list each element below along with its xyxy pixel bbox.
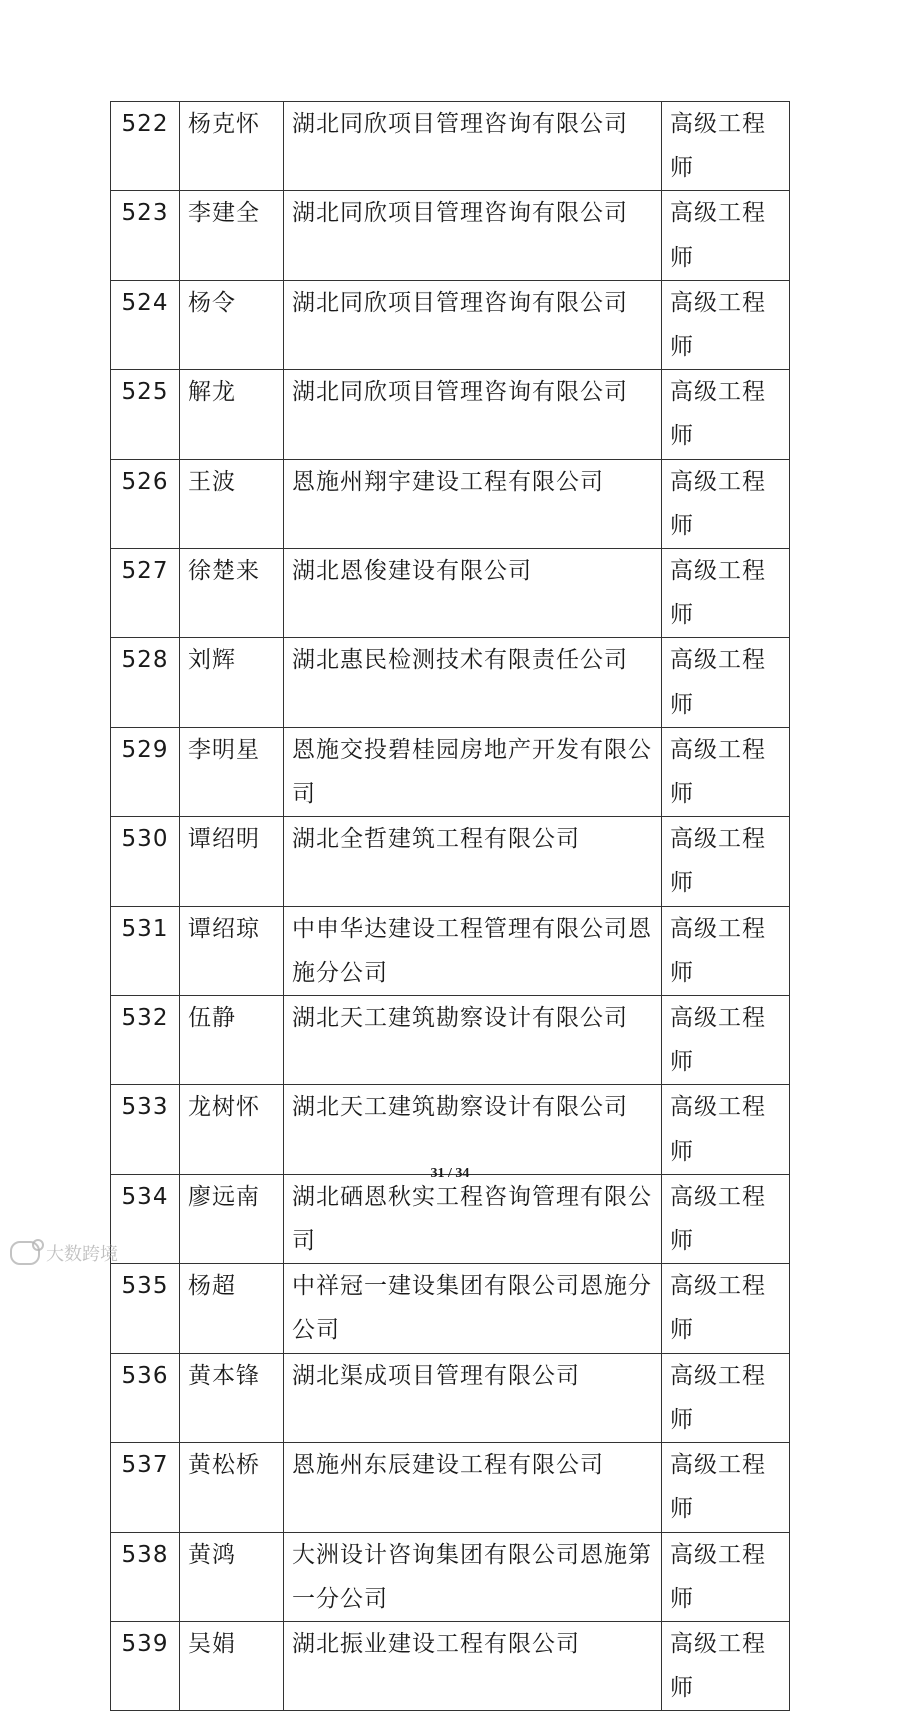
professional-title: 高级工程师 [662,638,790,727]
person-name: 廖远南 [180,1174,284,1263]
organization-name: 湖北惠民检测技术有限责任公司 [284,638,662,727]
professional-title: 高级工程师 [662,1621,790,1710]
row-number: 528 [111,638,180,727]
professional-title: 高级工程师 [662,549,790,638]
organization-name: 湖北天工建筑勘察设计有限公司 [284,1085,662,1174]
person-name: 黄鸿 [180,1532,284,1621]
table-row [111,996,790,1085]
person-name: 谭绍琼 [180,906,284,995]
roster-table-body [111,102,790,1711]
table-row [111,1353,790,1442]
table-row [111,817,790,906]
table-row [111,906,790,995]
row-number: 529 [111,727,180,816]
organization-name: 湖北渠成项目管理有限公司 [284,1353,662,1442]
person-name: 杨令 [180,280,284,369]
row-number: 527 [111,549,180,638]
row-number: 533 [111,1085,180,1174]
row-number: 537 [111,1443,180,1532]
organization-name: 中申华达建设工程管理有限公司恩施分公司 [284,906,662,995]
table-row [111,459,790,548]
professional-title: 高级工程师 [662,996,790,1085]
table-row [111,1621,790,1710]
professional-title: 高级工程师 [662,1264,790,1353]
organization-name: 恩施州东辰建设工程有限公司 [284,1443,662,1532]
person-name: 谭绍明 [180,817,284,906]
professional-title: 高级工程师 [662,1443,790,1532]
watermark-logo-icon [10,1241,40,1265]
organization-name: 湖北同欣项目管理咨询有限公司 [284,370,662,459]
person-name: 刘辉 [180,638,284,727]
table-row [111,1532,790,1621]
table-row [111,727,790,816]
organization-name: 湖北恩俊建设有限公司 [284,549,662,638]
table-row [111,102,790,191]
person-name: 解龙 [180,370,284,459]
row-number: 524 [111,280,180,369]
person-name: 杨克怀 [180,102,284,191]
organization-name: 湖北同欣项目管理咨询有限公司 [284,280,662,369]
row-number: 526 [111,459,180,548]
person-name: 李明星 [180,727,284,816]
professional-title: 高级工程师 [662,102,790,191]
row-number: 523 [111,191,180,280]
organization-name: 中祥冠一建设集团有限公司恩施分公司 [284,1264,662,1353]
table-row [111,638,790,727]
page-number: 31 / 34 [430,1166,470,1181]
person-name: 伍静 [180,996,284,1085]
organization-name: 恩施州翔宇建设工程有限公司 [284,459,662,548]
person-name: 龙树怀 [180,1085,284,1174]
professional-title: 高级工程师 [662,280,790,369]
row-number: 522 [111,102,180,191]
person-name: 黄本锋 [180,1353,284,1442]
organization-name: 湖北全哲建筑工程有限公司 [284,817,662,906]
organization-name: 湖北同欣项目管理咨询有限公司 [284,102,662,191]
row-number: 532 [111,996,180,1085]
row-number: 530 [111,817,180,906]
organization-name: 大洲设计咨询集团有限公司恩施第一分公司 [284,1532,662,1621]
organization-name: 湖北天工建筑勘察设计有限公司 [284,996,662,1085]
person-name: 徐楚来 [180,549,284,638]
person-name: 王波 [180,459,284,548]
organization-name: 湖北同欣项目管理咨询有限公司 [284,191,662,280]
person-name: 吴娟 [180,1621,284,1710]
row-number: 525 [111,370,180,459]
professional-title: 高级工程师 [662,1085,790,1174]
person-name: 李建全 [180,191,284,280]
table-row [111,1443,790,1532]
professional-title: 高级工程师 [662,370,790,459]
row-number: 534 [111,1174,180,1263]
organization-name: 湖北硒恩秋实工程咨询管理有限公司 [284,1174,662,1263]
person-name: 杨超 [180,1264,284,1353]
row-number: 535 [111,1264,180,1353]
row-number: 531 [111,906,180,995]
table-row [111,1264,790,1353]
table-row [111,1085,790,1174]
watermark [10,1240,118,1266]
row-number: 538 [111,1532,180,1621]
professional-title: 高级工程师 [662,1532,790,1621]
professional-title: 高级工程师 [662,1174,790,1263]
table-row [111,280,790,369]
professional-title: 高级工程师 [662,906,790,995]
table-row [111,191,790,280]
professional-title: 高级工程师 [662,1353,790,1442]
table-row [111,1174,790,1263]
professional-title: 高级工程师 [662,459,790,548]
watermark-text: 大数跨境 [46,1244,118,1265]
roster-table [110,101,790,1711]
table-row [111,370,790,459]
organization-name: 恩施交投碧桂园房地产开发有限公司 [284,727,662,816]
organization-name: 湖北振业建设工程有限公司 [284,1621,662,1710]
person-name: 黄松桥 [180,1443,284,1532]
row-number: 539 [111,1621,180,1710]
professional-title: 高级工程师 [662,817,790,906]
table-row [111,549,790,638]
row-number: 536 [111,1353,180,1442]
professional-title: 高级工程师 [662,191,790,280]
professional-title: 高级工程师 [662,727,790,816]
